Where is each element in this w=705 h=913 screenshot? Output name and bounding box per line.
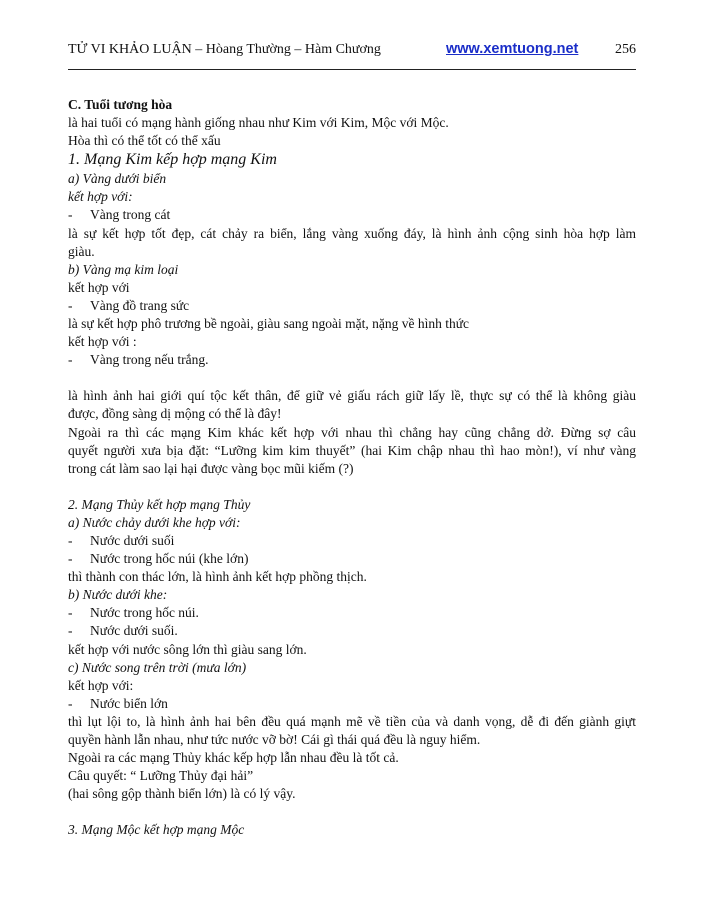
header-divider	[68, 69, 636, 70]
list-item-text: Vàng đồ trang sức	[90, 297, 190, 313]
page-header	[68, 40, 636, 60]
list-item-text: Vàng trong nếu trắng.	[90, 352, 209, 368]
dash-bullet: -	[68, 207, 73, 223]
list-item-text: Nước trong hốc núi (khe lớn)	[90, 551, 249, 567]
text-line: trong cát làm sao lại hại được vàng bọc mũi kiếm (?)	[68, 460, 354, 476]
item-heading: c) Nước song trên trời (mưa lớn)	[68, 659, 247, 675]
paragraph-gap	[68, 803, 636, 821]
dash-bullet: -	[68, 605, 73, 621]
list-item	[68, 532, 636, 550]
dash-bullet: -	[68, 532, 73, 548]
page-number: 256	[615, 42, 636, 57]
list-item	[68, 695, 636, 713]
dash-bullet: -	[68, 623, 73, 639]
website-link[interactable]: www.xemtuong.net	[446, 41, 579, 57]
paragraph-gap	[68, 369, 636, 387]
subsection-heading: 3. Mạng Mộc kết hợp mạng Mộc	[68, 822, 245, 838]
text-line: kết hợp với nước sông lớn thì giàu sang lớn.	[68, 641, 307, 657]
dash-bullet: -	[68, 695, 73, 711]
text-line: thì lụt lội to, là hình ảnh hai bên đều quá mạnh mẽ về tiền của và danh vọng, dễ đi đến giành giựt	[68, 713, 636, 729]
list-item	[68, 550, 636, 568]
subsection-heading: 1. Mạng Kim kếp hợp mạng Kim	[68, 151, 277, 169]
item-heading: a) Vàng dưới biển	[68, 171, 167, 187]
item-heading: a) Nước chảy dưới khe hợp với:	[68, 514, 241, 530]
text-line: Ngoài ra thì các mạng Kim khác kết hợp với nhau thì chẳng hay cũng chẳng dở. Đừng sợ câu	[68, 424, 636, 440]
text-line: Ngoài ra các mạng Thủy khác kếp hợp lẫn nhau đều là tốt cả.	[68, 750, 399, 766]
section-heading: C. Tuổi tương hòa	[68, 97, 173, 112]
book-title: TỬ VI KHẢO LUẬN – Hòang Thường – Hàm Chương	[68, 42, 381, 57]
text-line: quyết người xưa bịa đặt: “Lưỡng kim kim thuyết” (hai Kim chập nhau thì hao mòn!), ví như vàng	[68, 442, 636, 458]
text-line: là hình ảnh hai giới quí tộc kết thân, để giữ vẻ giấu rách giữ lấy lề, thực sự có thể là không giàu	[68, 388, 636, 404]
list-item-text: Nước trong hốc núi.	[90, 605, 199, 621]
list-item	[68, 206, 636, 224]
text-line: được, đồng sàng dị mộng có thể là đây!	[68, 406, 282, 422]
dash-bullet: -	[68, 551, 73, 567]
text-line: là hai tuổi có mạng hành giống nhau như Kim với Kim, Mộc với Mộc.	[68, 115, 449, 131]
text-line: kết hợp với :	[68, 334, 137, 350]
text-line: Hòa thì có thể tốt có thể xấu	[68, 133, 221, 149]
document-body	[68, 96, 636, 839]
list-item-text: Nước biển lớn	[90, 695, 168, 711]
text-line: Câu quyết: “ Lưỡng Thủy đại hải”	[68, 768, 254, 784]
list-item	[68, 297, 636, 315]
item-heading: b) Nước dưới khe:	[68, 587, 168, 603]
list-item-text: Vàng trong cát	[90, 207, 171, 223]
item-heading: b) Vàng mạ kim loại	[68, 261, 179, 277]
subsection-heading: 2. Mạng Thủy kết hợp mạng Thủy	[68, 496, 251, 512]
text-line: là sự kết hợp tốt đẹp, cát chảy ra biển, lắng vàng xuống đáy, là hình ảnh cộng sinh hòa hợp làm	[68, 225, 636, 241]
list-item	[68, 351, 636, 369]
text-line: là sự kết hợp phô trương bề ngoài, giàu sang ngoài mặt, nặng về hình thức	[68, 316, 470, 332]
text-line: thì thành con thác lớn, là hình ảnh kết hợp phồng thịch.	[68, 569, 367, 585]
text-line: kết hợp với:	[68, 189, 133, 205]
text-line: giàu.	[68, 243, 95, 259]
text-line: kết hợp với	[68, 279, 130, 295]
list-item-text: Nước dưới suối	[90, 532, 175, 548]
list-item	[68, 622, 636, 640]
text-line: kết hợp với:	[68, 677, 134, 693]
list-item	[68, 604, 636, 622]
dash-bullet: -	[68, 352, 73, 368]
text-line: quyền hành lẫn nhau, như tức nước vỡ bờ! Cái gì thái quá đều là nguy hiểm.	[68, 732, 481, 747]
list-item-text: Nước dưới suối.	[90, 623, 178, 639]
paragraph-gap	[68, 478, 636, 496]
dash-bullet: -	[68, 297, 73, 313]
text-line: (hai sông gộp thành biển lớn) là có lý vậy.	[68, 786, 296, 802]
